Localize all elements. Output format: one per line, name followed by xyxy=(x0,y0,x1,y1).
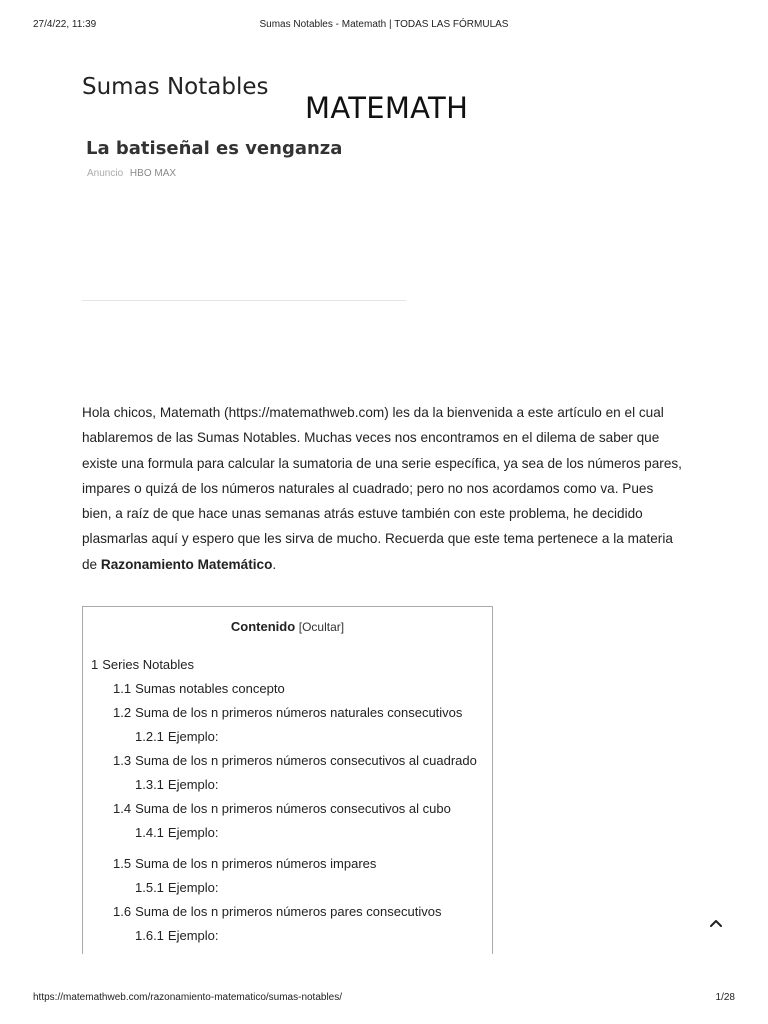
toc-item[interactable] xyxy=(135,880,219,895)
print-url: https://matemathweb.com/razonamiento-matematico/sumas-notables/ xyxy=(33,992,343,1003)
toc-item-label: Suma de los n primeros números consecutivos al cubo xyxy=(135,801,451,816)
chevron-up-icon xyxy=(705,912,727,934)
toc-heading: Contenido xyxy=(230,619,296,634)
ad-divider xyxy=(82,300,406,301)
toc-item[interactable] xyxy=(113,753,477,768)
intro-bold-subject: Razonamiento Matemático xyxy=(100,556,273,572)
toc-item-label: Suma de los n primeros números naturales consecutivos xyxy=(135,705,463,720)
intro-text: Hola chicos, Matemath (https://matemathweb.com) les da la bienvenida a este artículo en el cual hablaremos de las Sumas Notables. Muchas veces nos encontramos en el dilema de saber que existe una formula para calcular la sumatoria de una serie específica, ya sea de los números pares, impares o quizá de los números naturales al cuadrado; pero no nos acordamos como va. Pues bien, a raíz de que hace unas semanas atrás estuve también con este problema, he decidido plasmarlas aquí y espero que les sirva de mucho. Recuerda que este tema pertenece a la materia de xyxy=(82,405,682,572)
back-to-top-button[interactable] xyxy=(705,912,727,934)
toc-item-label: Suma de los n primeros números consecutivos al cuadrado xyxy=(135,753,477,768)
site-title[interactable]: Sumas Notables xyxy=(82,74,269,100)
toc-item[interactable] xyxy=(135,777,219,792)
toc-item[interactable] xyxy=(91,657,194,672)
ad-block[interactable] xyxy=(82,138,406,301)
toc-item-label: Series Notables xyxy=(102,657,195,672)
toc-item-number: 1.3.1 xyxy=(135,777,164,792)
toc-item-number: 1.3 xyxy=(113,753,132,768)
toc-item[interactable] xyxy=(113,856,376,871)
toc-toggle-button[interactable]: [Ocultar] xyxy=(298,620,345,634)
toc-item-label: Ejemplo: xyxy=(167,777,219,792)
toc-item-number: 1.5.1 xyxy=(135,880,164,895)
table-of-contents xyxy=(82,606,493,954)
toc-item-label: Suma de los n primeros números impares xyxy=(135,856,377,871)
toc-item-label: Ejemplo: xyxy=(167,825,219,840)
ad-sponsor[interactable]: HBO MAX xyxy=(129,168,177,179)
ad-headline[interactable]: La batiseñal es venganza xyxy=(86,138,343,159)
toc-item-number: 1 xyxy=(91,657,99,672)
toc-item[interactable] xyxy=(135,928,219,943)
toc-item-label: Sumas notables concepto xyxy=(135,681,285,696)
intro-paragraph xyxy=(82,400,682,577)
toc-item[interactable] xyxy=(113,705,462,720)
print-page-title: Sumas Notables - Matemath | TODAS LAS FÓRMULAS xyxy=(259,19,509,30)
toc-item-number: 1.2 xyxy=(113,705,132,720)
toc-item-label: Ejemplo: xyxy=(167,928,219,943)
toc-item[interactable] xyxy=(113,681,285,696)
toc-item-number: 1.5 xyxy=(113,856,132,871)
toc-item-number: 1.4.1 xyxy=(135,825,164,840)
toc-item-label: Ejemplo: xyxy=(167,729,219,744)
ad-meta xyxy=(87,168,176,179)
intro-end: . xyxy=(272,556,277,572)
toc-item[interactable] xyxy=(135,825,219,840)
toc-item-label: Ejemplo: xyxy=(167,880,219,895)
print-datetime: 27/4/22, 11:39 xyxy=(33,19,97,30)
toc-item-number: 1.4 xyxy=(113,801,132,816)
toc-item[interactable] xyxy=(113,801,451,816)
toc-item-number: 1.6.1 xyxy=(135,928,164,943)
brand-logo[interactable]: MATEMATH xyxy=(305,91,469,125)
print-page-number: 1/28 xyxy=(715,992,735,1003)
toc-item-number: 1.2.1 xyxy=(135,729,164,744)
toc-item-number: 1.6 xyxy=(113,904,132,919)
toc-item-label: Suma de los n primeros números pares consecutivos xyxy=(135,904,442,919)
toc-item[interactable] xyxy=(113,904,441,919)
toc-header xyxy=(83,619,492,634)
toc-item-number: 1.1 xyxy=(113,681,132,696)
toc-item[interactable] xyxy=(135,729,219,744)
ad-label: Anuncio xyxy=(87,168,124,179)
